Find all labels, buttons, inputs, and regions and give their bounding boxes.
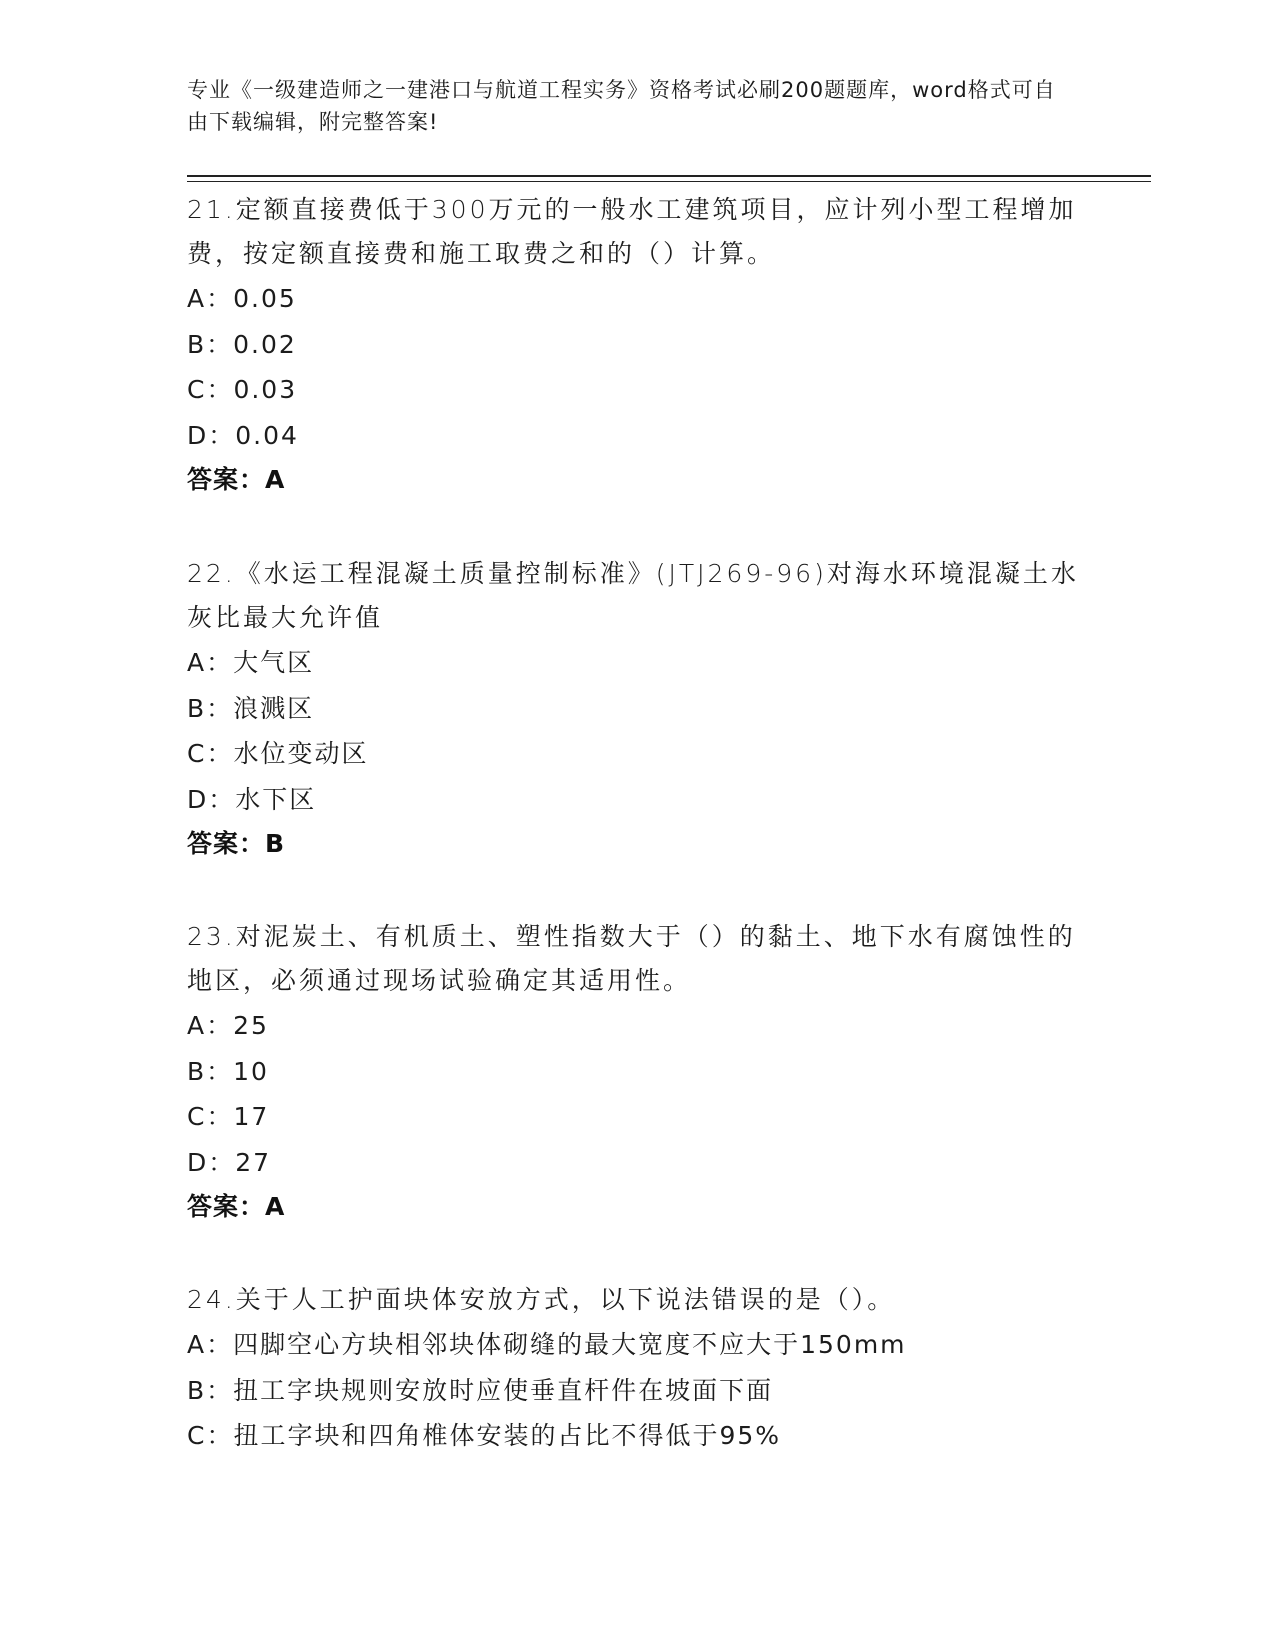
option-b: B：0.02 [187,329,297,359]
question-24 [187,1278,1087,1459]
option-b: B：浪溅区 [187,693,315,723]
header-divider-thin [187,181,1151,182]
option-c: C：水位变动区 [187,739,369,768]
question-stem: 24.关于人工护面块体安放方式，以下说法错误的是（）。 [187,1285,896,1314]
option-a: A：四脚空心方块相邻块体砌缝的最大宽度不应大于150mm [187,1330,907,1359]
question-22 [187,552,1087,866]
option-c: C：17 [187,1102,270,1131]
option-d: D：0.04 [187,420,299,450]
document-header: 专业《一级建造师之一建港口与航道工程实务》资格考试必刷200题题库，word格式可自由下载编辑，附完整答案! [187,78,1056,134]
option-c: C：扭工字块和四角椎体安装的占比不得低于95% [187,1421,782,1450]
option-a: A：大气区 [187,648,315,677]
option-d: D：27 [187,1147,272,1177]
question-23 [187,915,1087,1229]
option-d: D：水下区 [187,784,317,814]
question-stem: 21.定额直接费低于300万元的一般水工建筑项目，应计列小型工程增加费，按定额直接费和施工取费之和的（）计算。 [187,195,1077,268]
question-stem: 23.对泥炭土、有机质土、塑性指数大于（）的黏土、地下水有腐蚀性的地区，必须通过现场试验确定其适用性。 [187,922,1076,995]
question-stem: 22.《水运工程混凝土质量控制标准》(JTJ269-96)对海水环境混凝土水灰比最大允许值 [187,559,1079,632]
answer-label: 答案：B [187,829,286,858]
answer-label: 答案：A [187,1192,286,1221]
option-a: A：25 [187,1011,269,1040]
option-b: B：10 [187,1056,269,1086]
option-c: C：0.03 [187,375,298,404]
answer-label: 答案：A [187,465,286,494]
option-b: B：扭工字块规则安放时应使垂直杆件在坡面下面 [187,1375,774,1405]
header-divider-thick [187,175,1151,177]
question-21 [187,188,1087,502]
option-a: A：0.05 [187,284,297,313]
